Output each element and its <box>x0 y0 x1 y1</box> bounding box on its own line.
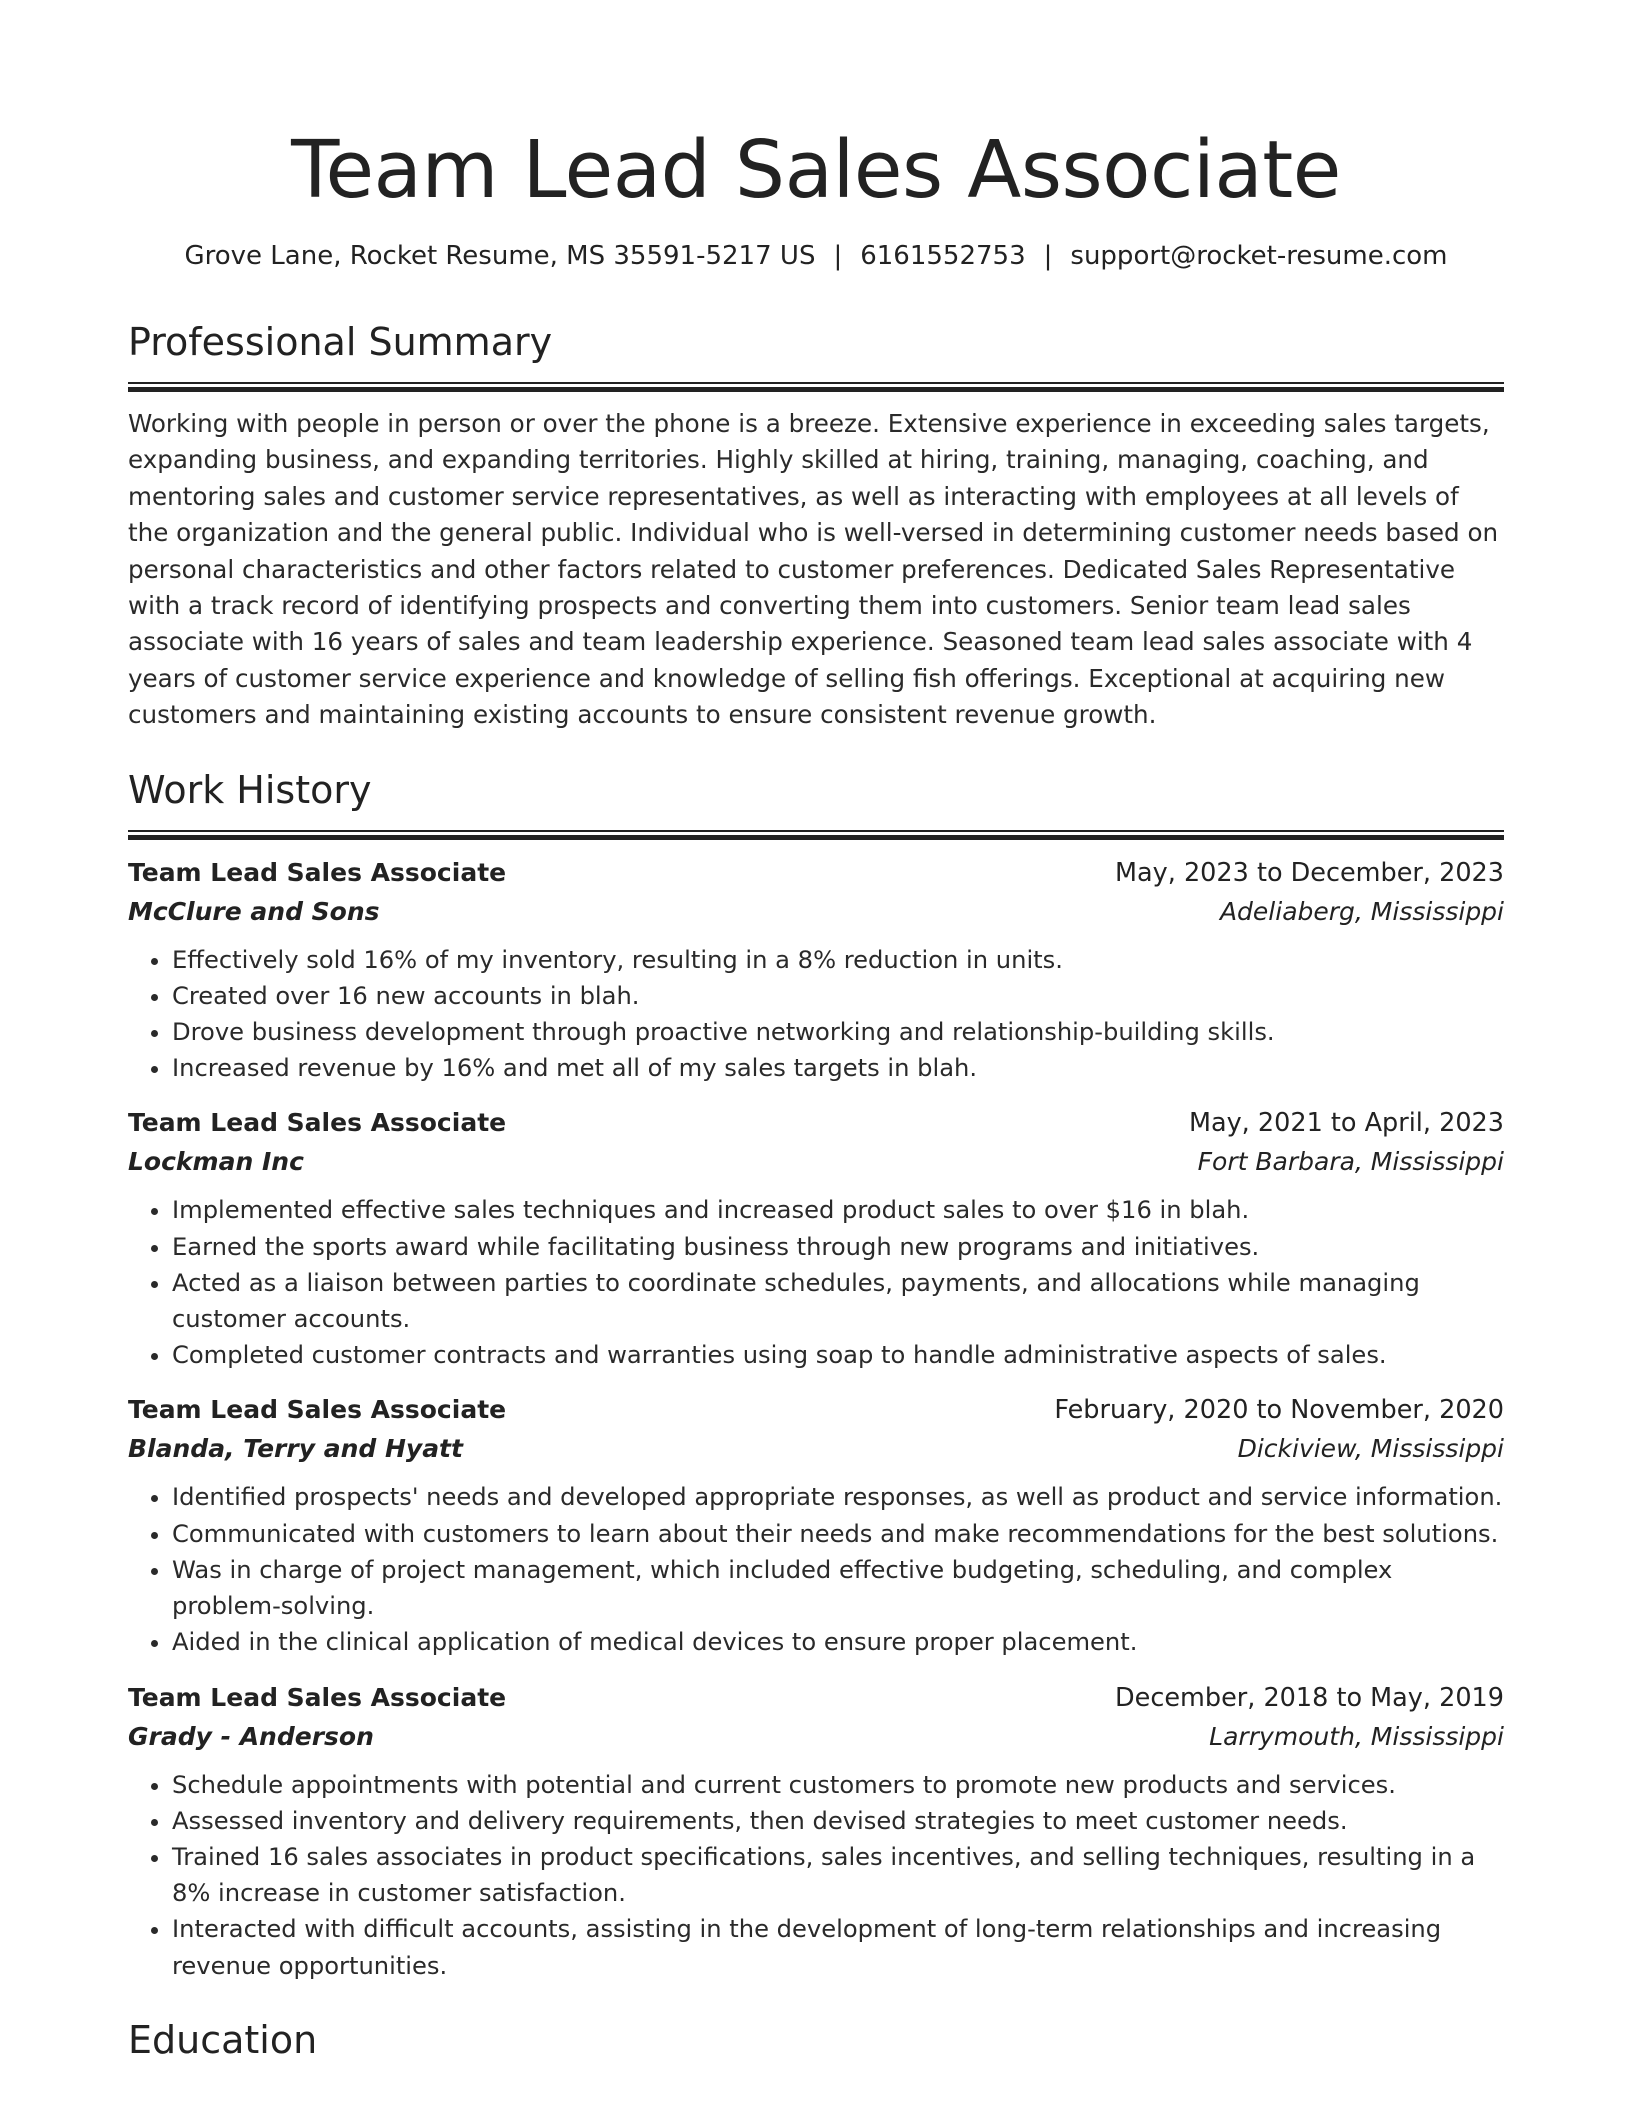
section-divider <box>128 830 1504 840</box>
job-title: Team Lead Sales Associate <box>128 1108 507 1138</box>
contact-phone: 6161552753 <box>860 241 1026 271</box>
job-entry <box>128 854 1504 1087</box>
job-bullet: • Effectively sold 16% of my inventory, resulting in a 8% reduction in units. <box>172 942 1504 978</box>
job-bullets <box>128 1479 1504 1660</box>
summary-section <box>128 316 1504 734</box>
job-bullet: • Schedule appointments with potential and current customers to promote new products and services. <box>172 1767 1504 1803</box>
resume-content <box>128 316 1504 2066</box>
section-title-summary: Professional Summary <box>128 320 553 364</box>
job-bullet: • Identified prospects' needs and developed appropriate responses, as well as product and service information. <box>172 1479 1504 1515</box>
job-bullet: • Was in charge of project management, which included effective budgeting, scheduling, and complex problem-solving. <box>172 1552 1504 1624</box>
job-bullet: • Communicated with customers to learn about their needs and make recommendations for the best solutions. <box>172 1516 1504 1552</box>
job-bullet: • Interacted with difficult accounts, assisting in the development of long-term relationships and increasing revenue opportunities. <box>172 1911 1504 1983</box>
job-location: Adeliaberg, Mississippi <box>1219 896 1504 926</box>
contact-separator: | <box>1043 241 1053 271</box>
job-bullet: • Created over 16 new accounts in blah. <box>172 978 1504 1014</box>
job-dates: May, 2021 to April, 2023 <box>1188 1108 1504 1139</box>
summary-text: Working with people in person or over the phone is a breeze. Extensive experience in exceeding sales targets, expanding business, and expanding territories. Highly skilled at hiring, training, managing, coaching, and mentoring sales and customer service representatives, as well as interacting with employees at all levels of the organization and the general public. Individual who is well-versed in determining customer needs based on personal characteristics and other factors related to customer preferences. Dedicated Sales Representative with a track record of identifying prospects and converting them into customers. Senior team lead sales associate with 16 years of sales and team leadership experience. Seasoned team lead sales associate with 4 years of customer service experience and knowledge of selling fish offerings. Exceptional at acquiring new customers and maintaining existing accounts to ensure consistent revenue growth. <box>128 409 1499 730</box>
job-bullet: • Completed customer contracts and warranties using soap to handle administrative aspects of sales. <box>172 1337 1504 1373</box>
job-location: Larrymouth, Mississippi <box>1209 1721 1504 1751</box>
job-entry <box>128 1104 1504 1373</box>
contact-email: support@rocket-resume.com <box>1070 241 1448 271</box>
job-bullets <box>128 1192 1504 1373</box>
job-company: Blanda, Terry and Hyatt <box>128 1434 463 1464</box>
job-list <box>128 854 1504 1984</box>
job-bullet: • Acted as a liaison between parties to coordinate schedules, payments, and allocations while managing customer accounts. <box>172 1265 1504 1337</box>
resume-name: Team Lead Sales Associate <box>291 124 1341 216</box>
job-bullet: • Drove business development through proactive networking and relationship-building skills. <box>172 1014 1504 1050</box>
job-location: Dickiview, Mississippi <box>1237 1434 1504 1464</box>
job-dates: May, 2023 to December, 2023 <box>1115 857 1504 888</box>
contact-separator: | <box>833 241 843 271</box>
job-bullet: • Implemented effective sales techniques and increased product sales to over $16 in blah. <box>172 1192 1504 1228</box>
job-bullet: • Trained 16 sales associates in product specifications, sales incentives, and selling techniques, resulting in a 8% increase in customer satisfaction. <box>172 1839 1504 1911</box>
job-company: McClure and Sons <box>128 896 380 926</box>
job-bullet: • Aided in the clinical application of medical devices to ensure proper placement. <box>172 1624 1504 1660</box>
section-title-education: Education <box>128 2017 318 2062</box>
job-title: Team Lead Sales Associate <box>128 1395 507 1425</box>
contact-line <box>0 238 1632 274</box>
job-dates: December, 2018 to May, 2019 <box>1115 1682 1504 1713</box>
job-bullet: • Increased revenue by 16% and met all of my sales targets in blah. <box>172 1050 1504 1086</box>
section-title-work-history: Work History <box>128 767 372 812</box>
job-bullets <box>128 1767 1504 1984</box>
job-dates: February, 2020 to November, 2020 <box>1054 1395 1504 1426</box>
job-title: Team Lead Sales Associate <box>128 857 507 887</box>
job-location: Fort Barbara, Mississippi <box>1197 1147 1504 1177</box>
job-bullet: • Assessed inventory and delivery requirements, then devised strategies to meet customer needs. <box>172 1803 1504 1839</box>
work-history-section <box>128 764 1504 1984</box>
job-bullet: • Earned the sports award while facilitating business through new programs and initiatives. <box>172 1229 1504 1265</box>
job-company: Lockman Inc <box>128 1147 304 1177</box>
contact-address: Grove Lane, Rocket Resume, MS 35591-5217 US <box>184 241 816 271</box>
job-entry <box>128 1391 1504 1660</box>
job-entry <box>128 1679 1504 1984</box>
job-title: Team Lead Sales Associate <box>128 1682 507 1712</box>
job-company: Grady - Anderson <box>128 1721 374 1751</box>
section-divider <box>128 382 1504 392</box>
job-bullets <box>128 942 1504 1087</box>
